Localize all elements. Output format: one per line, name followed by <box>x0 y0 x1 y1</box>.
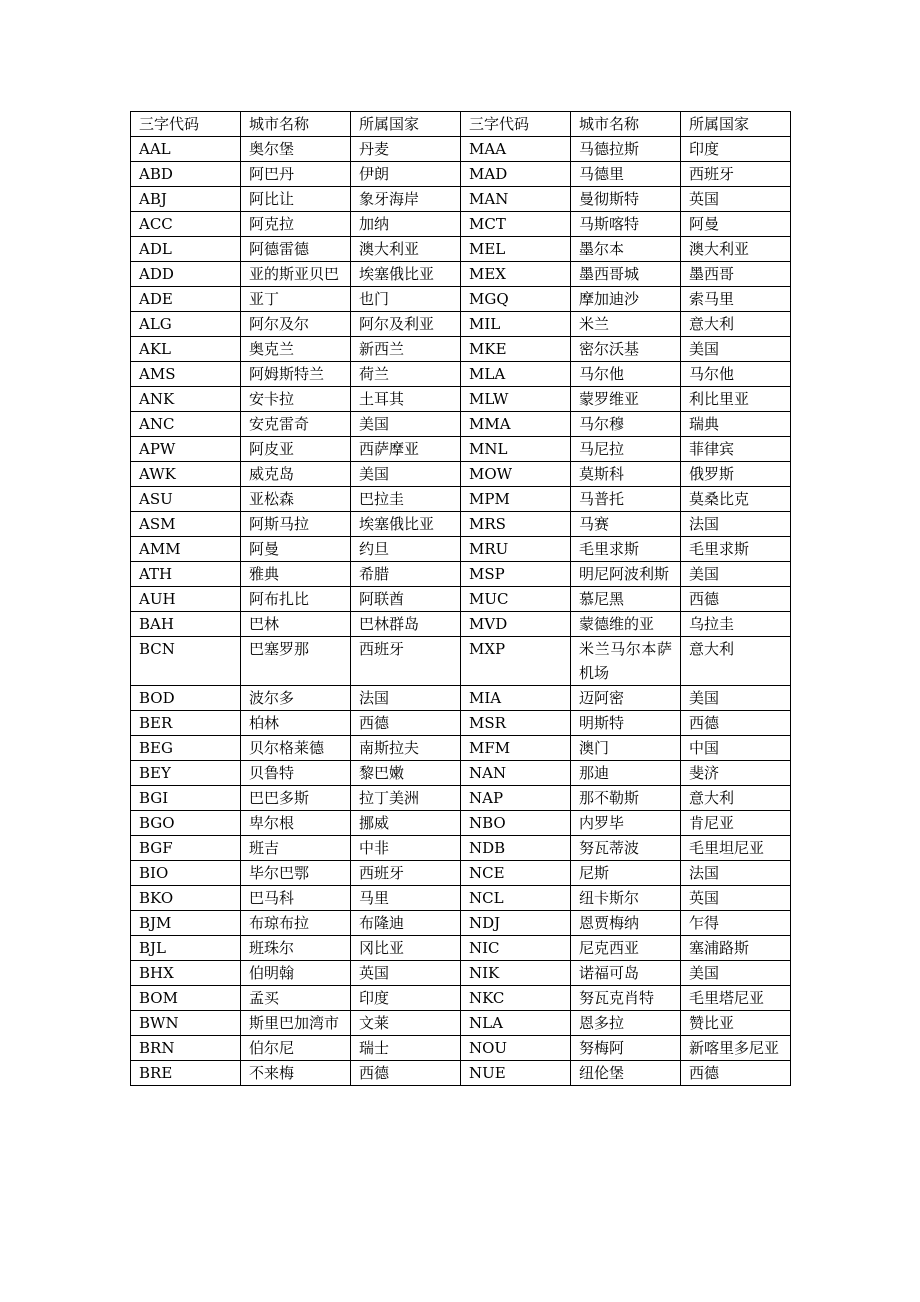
header-country-2: 所属国家 <box>681 112 791 137</box>
city-cell: 巴塞罗那 <box>241 637 351 686</box>
city-cell: 澳门 <box>571 736 681 761</box>
code-cell: AUH <box>131 587 241 612</box>
country-cell: 法国 <box>351 686 461 711</box>
code-cell: MMA <box>461 412 571 437</box>
country-cell: 中非 <box>351 836 461 861</box>
city-cell: 巴马科 <box>241 886 351 911</box>
city-cell: 恩多拉 <box>571 1011 681 1036</box>
city-cell: 米兰 <box>571 312 681 337</box>
country-cell: 西萨摩亚 <box>351 437 461 462</box>
country-cell: 索马里 <box>681 287 791 312</box>
country-cell: 美国 <box>681 961 791 986</box>
city-cell: 马尔穆 <box>571 412 681 437</box>
city-cell: 马普托 <box>571 487 681 512</box>
code-cell: NAN <box>461 761 571 786</box>
city-cell: 蒙德维的亚 <box>571 612 681 637</box>
code-cell: MOW <box>461 462 571 487</box>
table-row <box>131 362 791 387</box>
country-cell: 也门 <box>351 287 461 312</box>
code-cell: BWN <box>131 1011 241 1036</box>
country-cell: 西德 <box>681 711 791 736</box>
city-cell: 马德拉斯 <box>571 137 681 162</box>
country-cell: 阿联酋 <box>351 587 461 612</box>
table-row <box>131 487 791 512</box>
table-row <box>131 512 791 537</box>
table-body <box>131 137 791 1086</box>
country-cell: 利比里亚 <box>681 387 791 412</box>
code-cell: NIC <box>461 936 571 961</box>
country-cell: 美国 <box>351 462 461 487</box>
city-cell: 尼斯 <box>571 861 681 886</box>
country-cell: 美国 <box>681 562 791 587</box>
country-cell: 埃塞俄比亚 <box>351 512 461 537</box>
code-cell: MSP <box>461 562 571 587</box>
code-cell: APW <box>131 437 241 462</box>
country-cell: 英国 <box>351 961 461 986</box>
table-row <box>131 861 791 886</box>
city-cell: 纽伦堡 <box>571 1061 681 1086</box>
country-cell: 毛里求斯 <box>681 537 791 562</box>
country-cell: 毛里塔尼亚 <box>681 986 791 1011</box>
table-row <box>131 312 791 337</box>
city-cell: 贝尔格莱德 <box>241 736 351 761</box>
country-cell: 冈比亚 <box>351 936 461 961</box>
table-row <box>131 437 791 462</box>
code-cell: BJM <box>131 911 241 936</box>
table-row <box>131 637 791 686</box>
country-cell: 加纳 <box>351 212 461 237</box>
city-cell: 贝鲁特 <box>241 761 351 786</box>
country-cell: 阿尔及利亚 <box>351 312 461 337</box>
city-cell: 巴巴多斯 <box>241 786 351 811</box>
header-city-2: 城市名称 <box>571 112 681 137</box>
code-cell: ASU <box>131 487 241 512</box>
table-row <box>131 562 791 587</box>
table-row <box>131 212 791 237</box>
code-cell: NLA <box>461 1011 571 1036</box>
city-cell: 努瓦克肖特 <box>571 986 681 1011</box>
code-cell: AWK <box>131 462 241 487</box>
code-cell: ADL <box>131 237 241 262</box>
code-cell: BOD <box>131 686 241 711</box>
country-cell: 伊朗 <box>351 162 461 187</box>
city-cell: 尼克西亚 <box>571 936 681 961</box>
code-cell: MCT <box>461 212 571 237</box>
country-cell: 西德 <box>351 1061 461 1086</box>
city-cell: 阿斯马拉 <box>241 512 351 537</box>
country-cell: 阿曼 <box>681 212 791 237</box>
code-cell: MAN <box>461 187 571 212</box>
code-cell: BEY <box>131 761 241 786</box>
city-cell: 摩加迪沙 <box>571 287 681 312</box>
code-cell: NIK <box>461 961 571 986</box>
code-cell: MEX <box>461 262 571 287</box>
country-cell: 俄罗斯 <box>681 462 791 487</box>
code-cell: BER <box>131 711 241 736</box>
country-cell: 斐济 <box>681 761 791 786</box>
city-cell: 马斯喀特 <box>571 212 681 237</box>
city-cell: 密尔沃基 <box>571 337 681 362</box>
header-row <box>131 112 791 137</box>
code-cell: MIL <box>461 312 571 337</box>
code-cell: AMS <box>131 362 241 387</box>
city-cell: 斯里巴加湾市 <box>241 1011 351 1036</box>
city-cell: 马德里 <box>571 162 681 187</box>
code-cell: ATH <box>131 562 241 587</box>
country-cell: 希腊 <box>351 562 461 587</box>
table-row <box>131 612 791 637</box>
header-code-1: 三字代码 <box>131 112 241 137</box>
code-cell: MRU <box>461 537 571 562</box>
code-cell: BKO <box>131 886 241 911</box>
country-cell: 英国 <box>681 187 791 212</box>
code-cell: BRE <box>131 1061 241 1086</box>
table-row <box>131 1036 791 1061</box>
code-cell: MEL <box>461 237 571 262</box>
code-cell: NBO <box>461 811 571 836</box>
country-cell: 赞比亚 <box>681 1011 791 1036</box>
code-cell: BRN <box>131 1036 241 1061</box>
country-cell: 菲律宾 <box>681 437 791 462</box>
city-cell: 奥克兰 <box>241 337 351 362</box>
code-cell: AMM <box>131 537 241 562</box>
table-row <box>131 237 791 262</box>
code-cell: ABJ <box>131 187 241 212</box>
country-cell: 西德 <box>681 1061 791 1086</box>
country-cell: 意大利 <box>681 312 791 337</box>
country-cell: 埃塞俄比亚 <box>351 262 461 287</box>
country-cell: 巴拉圭 <box>351 487 461 512</box>
country-cell: 乌拉圭 <box>681 612 791 637</box>
code-cell: MGQ <box>461 287 571 312</box>
code-cell: NCL <box>461 886 571 911</box>
city-cell: 布琼布拉 <box>241 911 351 936</box>
header-country-1: 所属国家 <box>351 112 461 137</box>
city-cell: 墨西哥城 <box>571 262 681 287</box>
country-cell: 马尔他 <box>681 362 791 387</box>
country-cell: 莫桑比克 <box>681 487 791 512</box>
table-row <box>131 587 791 612</box>
city-cell: 阿克拉 <box>241 212 351 237</box>
code-cell: ALG <box>131 312 241 337</box>
country-cell: 中国 <box>681 736 791 761</box>
country-cell: 巴林群岛 <box>351 612 461 637</box>
city-cell: 米兰马尔本萨机场 <box>571 637 681 686</box>
code-cell: BGI <box>131 786 241 811</box>
code-cell: BGO <box>131 811 241 836</box>
city-cell: 班吉 <box>241 836 351 861</box>
code-cell: MFM <box>461 736 571 761</box>
city-cell: 那不勒斯 <box>571 786 681 811</box>
country-cell: 丹麦 <box>351 137 461 162</box>
city-cell: 雅典 <box>241 562 351 587</box>
city-cell: 亚丁 <box>241 287 351 312</box>
city-cell: 蒙罗维亚 <box>571 387 681 412</box>
city-cell: 迈阿密 <box>571 686 681 711</box>
code-cell: BCN <box>131 637 241 686</box>
country-cell: 美国 <box>351 412 461 437</box>
code-cell: ABD <box>131 162 241 187</box>
code-cell: NDB <box>461 836 571 861</box>
table-row <box>131 187 791 212</box>
table-row <box>131 337 791 362</box>
country-cell: 美国 <box>681 337 791 362</box>
table-row <box>131 1061 791 1086</box>
table-row <box>131 786 791 811</box>
table-row <box>131 686 791 711</box>
country-cell: 印度 <box>351 986 461 1011</box>
code-cell: MLA <box>461 362 571 387</box>
city-cell: 亚的斯亚贝巴 <box>241 262 351 287</box>
code-cell: NDJ <box>461 911 571 936</box>
city-cell: 孟买 <box>241 986 351 1011</box>
code-cell: MAD <box>461 162 571 187</box>
city-cell: 阿巴丹 <box>241 162 351 187</box>
city-cell: 伯尔尼 <box>241 1036 351 1061</box>
city-cell: 不来梅 <box>241 1061 351 1086</box>
code-cell: MAA <box>461 137 571 162</box>
code-cell: MSR <box>461 711 571 736</box>
code-cell: MUC <box>461 587 571 612</box>
country-cell: 肯尼亚 <box>681 811 791 836</box>
table-row <box>131 1011 791 1036</box>
city-cell: 内罗毕 <box>571 811 681 836</box>
country-cell: 新西兰 <box>351 337 461 362</box>
city-cell: 努瓦蒂波 <box>571 836 681 861</box>
country-cell: 西班牙 <box>351 861 461 886</box>
city-cell: 安卡拉 <box>241 387 351 412</box>
code-cell: BGF <box>131 836 241 861</box>
country-cell: 法国 <box>681 861 791 886</box>
country-cell: 澳大利亚 <box>681 237 791 262</box>
city-cell: 威克岛 <box>241 462 351 487</box>
city-cell: 波尔多 <box>241 686 351 711</box>
table-row <box>131 811 791 836</box>
code-cell: BAH <box>131 612 241 637</box>
country-cell: 意大利 <box>681 786 791 811</box>
city-cell: 毕尔巴鄂 <box>241 861 351 886</box>
code-cell: ADE <box>131 287 241 312</box>
country-cell: 西班牙 <box>681 162 791 187</box>
country-cell: 意大利 <box>681 637 791 686</box>
code-cell: MRS <box>461 512 571 537</box>
code-cell: MKE <box>461 337 571 362</box>
country-cell: 拉丁美洲 <box>351 786 461 811</box>
table-row <box>131 462 791 487</box>
city-cell: 那迪 <box>571 761 681 786</box>
city-cell: 慕尼黑 <box>571 587 681 612</box>
table-row <box>131 537 791 562</box>
header-code-2: 三字代码 <box>461 112 571 137</box>
city-cell: 阿姆斯特兰 <box>241 362 351 387</box>
country-cell: 法国 <box>681 512 791 537</box>
table-row <box>131 162 791 187</box>
code-cell: ASM <box>131 512 241 537</box>
code-cell: ANC <box>131 412 241 437</box>
country-cell: 毛里坦尼亚 <box>681 836 791 861</box>
country-cell: 西班牙 <box>351 637 461 686</box>
code-cell: NCE <box>461 861 571 886</box>
city-cell: 巴林 <box>241 612 351 637</box>
city-cell: 马尼拉 <box>571 437 681 462</box>
country-cell: 英国 <box>681 886 791 911</box>
code-cell: BHX <box>131 961 241 986</box>
table-row <box>131 387 791 412</box>
code-cell: ADD <box>131 262 241 287</box>
code-cell: MNL <box>461 437 571 462</box>
city-cell: 奥尔堡 <box>241 137 351 162</box>
country-cell: 印度 <box>681 137 791 162</box>
table-row <box>131 137 791 162</box>
code-cell: BOM <box>131 986 241 1011</box>
country-cell: 约旦 <box>351 537 461 562</box>
city-cell: 柏林 <box>241 711 351 736</box>
city-cell: 莫斯科 <box>571 462 681 487</box>
table-row <box>131 961 791 986</box>
city-cell: 诺福可岛 <box>571 961 681 986</box>
city-cell: 班珠尔 <box>241 936 351 961</box>
city-cell: 阿皮亚 <box>241 437 351 462</box>
city-cell: 阿布扎比 <box>241 587 351 612</box>
city-cell: 纽卡斯尔 <box>571 886 681 911</box>
country-cell: 南斯拉夫 <box>351 736 461 761</box>
header-city-1: 城市名称 <box>241 112 351 137</box>
table-row <box>131 736 791 761</box>
table-row <box>131 936 791 961</box>
city-cell: 明斯特 <box>571 711 681 736</box>
city-cell: 卑尔根 <box>241 811 351 836</box>
airport-code-table <box>130 111 791 1086</box>
city-cell: 马尔他 <box>571 362 681 387</box>
table-header <box>131 112 791 137</box>
country-cell: 瑞士 <box>351 1036 461 1061</box>
city-cell: 恩贾梅纳 <box>571 911 681 936</box>
code-cell: MVD <box>461 612 571 637</box>
country-cell: 美国 <box>681 686 791 711</box>
city-cell: 明尼阿波利斯 <box>571 562 681 587</box>
table-row <box>131 711 791 736</box>
country-cell: 澳大利亚 <box>351 237 461 262</box>
country-cell: 马里 <box>351 886 461 911</box>
code-cell: BJL <box>131 936 241 961</box>
code-cell: MXP <box>461 637 571 686</box>
table-row <box>131 886 791 911</box>
city-cell: 伯明翰 <box>241 961 351 986</box>
country-cell: 黎巴嫩 <box>351 761 461 786</box>
code-cell: AAL <box>131 137 241 162</box>
table-row <box>131 836 791 861</box>
country-cell: 西德 <box>351 711 461 736</box>
code-cell: MLW <box>461 387 571 412</box>
city-cell: 马赛 <box>571 512 681 537</box>
code-cell: NKC <box>461 986 571 1011</box>
table-row <box>131 911 791 936</box>
city-cell: 曼彻斯特 <box>571 187 681 212</box>
city-cell: 阿比让 <box>241 187 351 212</box>
country-cell: 新喀里多尼亚 <box>681 1036 791 1061</box>
code-cell: NOU <box>461 1036 571 1061</box>
code-cell: AKL <box>131 337 241 362</box>
city-cell: 墨尔本 <box>571 237 681 262</box>
table-row <box>131 412 791 437</box>
country-cell: 塞浦路斯 <box>681 936 791 961</box>
code-cell: NUE <box>461 1061 571 1086</box>
country-cell: 土耳其 <box>351 387 461 412</box>
country-cell: 荷兰 <box>351 362 461 387</box>
city-cell: 安克雷奇 <box>241 412 351 437</box>
city-cell: 阿尔及尔 <box>241 312 351 337</box>
country-cell: 象牙海岸 <box>351 187 461 212</box>
city-cell: 阿曼 <box>241 537 351 562</box>
city-cell: 亚松森 <box>241 487 351 512</box>
code-cell: BEG <box>131 736 241 761</box>
country-cell: 西德 <box>681 587 791 612</box>
table-row <box>131 287 791 312</box>
code-cell: MPM <box>461 487 571 512</box>
country-cell: 瑞典 <box>681 412 791 437</box>
table-row <box>131 761 791 786</box>
code-cell: ACC <box>131 212 241 237</box>
city-cell: 阿德雷德 <box>241 237 351 262</box>
country-cell: 乍得 <box>681 911 791 936</box>
code-cell: MIA <box>461 686 571 711</box>
table-row <box>131 986 791 1011</box>
country-cell: 墨西哥 <box>681 262 791 287</box>
code-cell: BIO <box>131 861 241 886</box>
code-cell: NAP <box>461 786 571 811</box>
city-cell: 努梅阿 <box>571 1036 681 1061</box>
table-row <box>131 262 791 287</box>
country-cell: 文莱 <box>351 1011 461 1036</box>
city-cell: 毛里求斯 <box>571 537 681 562</box>
country-cell: 布隆迪 <box>351 911 461 936</box>
country-cell: 挪威 <box>351 811 461 836</box>
code-cell: ANK <box>131 387 241 412</box>
